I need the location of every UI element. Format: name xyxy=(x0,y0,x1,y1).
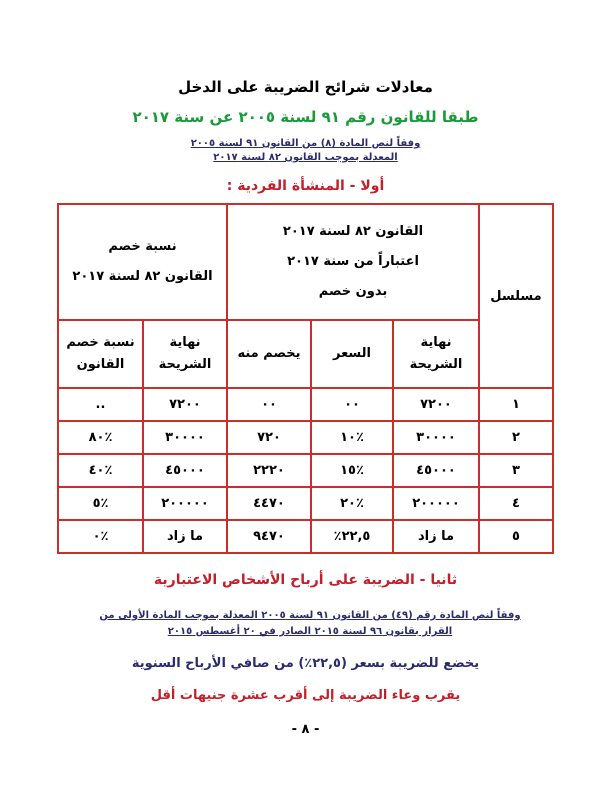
section2-note-line1: وفقاً لنص المادة رقم (٤٩) من القانون ٩١ لسنة ٢٠٠٥ المعدلة بموجب المادة الأولى من xyxy=(99,610,521,621)
bracket-end2-cell: ٢٠٠٠٠٠ xyxy=(143,487,227,520)
table-subheader-row xyxy=(58,320,553,388)
tax-brackets-table xyxy=(57,203,554,554)
discount-header-line2: القانون ٨٢ لسنة ٢٠١٧ xyxy=(72,269,213,284)
table-row xyxy=(58,487,553,520)
sub-header-bracket-end2: نهاية الشريحة xyxy=(143,320,227,388)
bracket-end2-cell: ٤٥٠٠٠ xyxy=(143,454,227,487)
section2-note xyxy=(90,608,530,640)
deduct-cell: ٧٢٠ xyxy=(227,421,311,454)
rate-cell: ٪٢٠ xyxy=(311,487,393,520)
sub-header-rate: السعر xyxy=(311,320,393,388)
bracket-end-cell: ٣٠٠٠٠ xyxy=(393,421,479,454)
discount-cell: ٪٨٠ xyxy=(58,421,143,454)
discount-cell: .. xyxy=(58,388,143,421)
rate-cell: ٢٢,٥٪ xyxy=(311,520,393,553)
bracket-end-cell: ما زاد xyxy=(393,520,479,553)
law-header-line2: اعتباراً من سنة ٢٠١٧ xyxy=(287,254,419,269)
section2-note-line2: القرار بقانون ٩٦ لسنة ٢٠١٥ الصادر في ٢٠ أغسطس ٢٠١٥ xyxy=(167,626,453,637)
section2-rate-statement: يخضع للضريبة بسعر (٢٢,٥٪) من صافي الأرباح السنوية xyxy=(131,656,480,671)
deduct-cell: ٩٤٧٠ xyxy=(227,520,311,553)
deduct-cell: ٠٠ xyxy=(227,388,311,421)
table-row xyxy=(58,421,553,454)
table-row xyxy=(58,520,553,553)
deduct-cell: ٢٢٢٠ xyxy=(227,454,311,487)
discount-cell: ٪٤٠ xyxy=(58,454,143,487)
section1-title: أولا - المنشأة الفردية : xyxy=(226,178,385,194)
bracket-end-cell: ٤٥٠٠٠ xyxy=(393,454,479,487)
section2-title: ثانيا - الضريبة على أرباح الأشخاص الاعتبارية xyxy=(153,572,458,588)
discount-header-line1: نسبة خصم xyxy=(108,239,177,254)
section2-rounding-statement: يقرب وعاء الضريبة إلى أقرب عشرة جنيهات أقل xyxy=(150,688,461,703)
rate-cell: ٪١٥ xyxy=(311,454,393,487)
serial-cell: ٣ xyxy=(479,454,553,487)
discount-cell: ٪٠ xyxy=(58,520,143,553)
rate-cell: ٠٠ xyxy=(311,388,393,421)
law-header-line3: بدون خصم xyxy=(318,284,388,299)
sub-header-discount-rate: نسبة خصم القانون xyxy=(58,320,143,388)
discount-cell: ٪٥ xyxy=(58,487,143,520)
serial-cell: ٢ xyxy=(479,421,553,454)
table-row xyxy=(58,454,553,487)
rate-cell: ٪١٠ xyxy=(311,421,393,454)
serial-cell: ٤ xyxy=(479,487,553,520)
law-note-line1: وفقاً لنص المادة (٨) من القانون ٩١ لسنة ٢٠٠٥ xyxy=(190,138,421,149)
document-title: معادلات شرائح الضريبة على الدخل xyxy=(178,78,433,96)
document-subtitle: طبقا للقانون رقم ٩١ لسنة ٢٠٠٥ عن سنة ٢٠١٧ xyxy=(132,108,479,126)
bracket-end2-cell: ٧٢٠٠ xyxy=(143,388,227,421)
bracket-end2-cell: ٣٠٠٠٠ xyxy=(143,421,227,454)
serial-header: مسلسل xyxy=(479,204,553,388)
bracket-end-cell: ٢٠٠٠٠٠ xyxy=(393,487,479,520)
bracket-end-cell: ٧٢٠٠ xyxy=(393,388,479,421)
law-note xyxy=(0,137,611,165)
sub-header-bracket-end: نهاية الشريحة xyxy=(393,320,479,388)
page-number: - ٨ - xyxy=(291,722,320,737)
serial-cell: ٥ xyxy=(479,520,553,553)
law-header xyxy=(227,204,479,320)
sub-header-deduct: يخصم منه xyxy=(227,320,311,388)
law-header-line1: القانون ٨٢ لسنة ٢٠١٧ xyxy=(282,224,424,239)
serial-cell: ١ xyxy=(479,388,553,421)
bracket-end2-cell: ما زاد xyxy=(143,520,227,553)
discount-header xyxy=(58,204,227,320)
law-note-line2: المعدلة بموجب القانون ٨٢ لسنة ٢٠١٧ xyxy=(213,152,398,163)
table-header-row xyxy=(58,204,553,320)
deduct-cell: ٤٤٧٠ xyxy=(227,487,311,520)
table-row xyxy=(58,388,553,421)
